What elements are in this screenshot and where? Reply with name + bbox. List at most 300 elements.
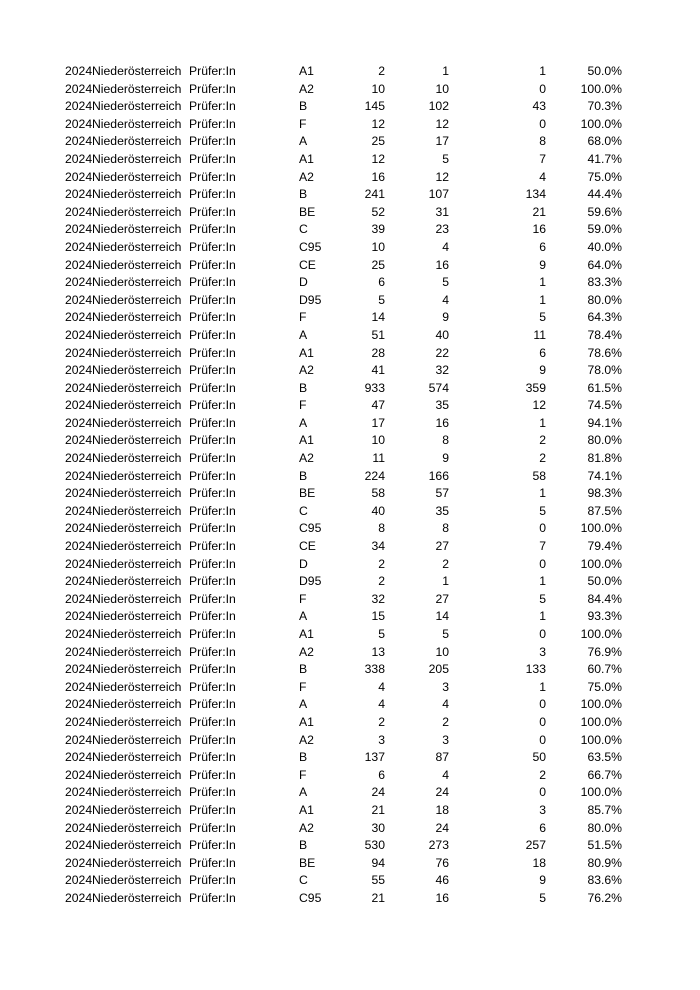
total-cell: 6 <box>378 275 385 290</box>
class-cell: B <box>299 468 308 483</box>
year-cell: 2024 <box>65 187 93 202</box>
year-cell: 2024 <box>65 486 93 501</box>
region-cell: Niederösterreich <box>92 310 182 325</box>
year-cell: 2024 <box>65 433 93 448</box>
passed-cell: 10 <box>435 644 449 659</box>
class-cell: D95 <box>299 574 322 589</box>
total-cell: 5 <box>378 292 385 307</box>
failed-cell: 133 <box>525 662 546 677</box>
failed-cell: 9 <box>539 363 546 378</box>
total-cell: 25 <box>371 134 385 149</box>
total-cell: 11 <box>372 451 385 466</box>
total-cell: 15 <box>371 609 385 624</box>
total-cell: 39 <box>371 222 385 237</box>
rate-cell: 100.0% <box>580 785 622 800</box>
passed-cell: 9 <box>442 310 449 325</box>
region-cell: Niederösterreich <box>92 855 182 870</box>
table-row <box>0 415 700 433</box>
total-cell: 47 <box>371 398 385 413</box>
failed-cell: 7 <box>539 539 546 554</box>
passed-cell: 27 <box>435 539 449 554</box>
passed-cell: 76 <box>435 855 449 870</box>
region-cell: Niederösterreich <box>92 714 182 729</box>
region-cell: Niederösterreich <box>92 662 182 677</box>
table-row <box>0 204 700 222</box>
class-cell: BE <box>299 855 316 870</box>
failed-cell: 0 <box>539 697 546 712</box>
table-row <box>0 556 700 574</box>
failed-cell: 1 <box>539 415 546 430</box>
passed-cell: 35 <box>435 398 449 413</box>
region-cell: Niederösterreich <box>92 415 182 430</box>
year-cell: 2024 <box>65 327 93 342</box>
table-row <box>0 890 700 908</box>
total-cell: 14 <box>371 310 385 325</box>
region-cell: Niederösterreich <box>92 750 182 765</box>
region-cell: Niederösterreich <box>92 468 182 483</box>
table-row <box>0 520 700 538</box>
passed-cell: 3 <box>442 679 449 694</box>
passed-cell: 18 <box>435 802 449 817</box>
total-cell: 10 <box>371 239 385 254</box>
passed-cell: 22 <box>435 345 449 360</box>
rate-cell: 44.4% <box>587 187 622 202</box>
failed-cell: 0 <box>539 556 546 571</box>
class-cell: A <box>299 609 308 624</box>
class-cell: A1 <box>299 64 314 78</box>
role-cell: Prüfer:In <box>189 732 236 747</box>
failed-cell: 1 <box>539 574 546 589</box>
rate-cell: 100.0% <box>580 732 622 747</box>
region-cell: Niederösterreich <box>92 380 182 395</box>
total-cell: 137 <box>364 750 385 765</box>
year-cell: 2024 <box>65 820 93 835</box>
class-cell: D <box>299 556 308 571</box>
year-cell: 2024 <box>65 697 93 712</box>
passed-cell: 107 <box>428 187 449 202</box>
class-cell: F <box>299 679 307 694</box>
total-cell: 2 <box>378 556 385 571</box>
role-cell: Prüfer:In <box>189 415 236 430</box>
region-cell: Niederösterreich <box>92 873 182 888</box>
table-row <box>0 274 700 292</box>
total-cell: 16 <box>371 169 385 184</box>
table-row <box>0 221 700 239</box>
region-cell: Niederösterreich <box>92 539 182 554</box>
class-cell: C <box>299 503 308 518</box>
total-cell: 12 <box>371 151 385 166</box>
year-cell: 2024 <box>65 239 93 254</box>
table-row <box>0 485 700 503</box>
total-cell: 21 <box>371 890 385 905</box>
rate-cell: 51.5% <box>587 838 622 853</box>
rate-cell: 64.0% <box>587 257 622 272</box>
rate-cell: 78.6% <box>587 345 622 360</box>
table-row <box>0 608 700 626</box>
region-cell: Niederösterreich <box>92 802 182 817</box>
failed-cell: 2 <box>539 451 546 466</box>
table-row <box>0 591 700 609</box>
role-cell: Prüfer:In <box>189 644 236 659</box>
region-cell: Niederösterreich <box>92 81 182 96</box>
table-row <box>0 714 700 732</box>
role-cell: Prüfer:In <box>189 451 236 466</box>
region-cell: Niederösterreich <box>92 222 182 237</box>
rate-cell: 80.9% <box>587 855 622 870</box>
role-cell: Prüfer:In <box>189 486 236 501</box>
total-cell: 21 <box>371 802 385 817</box>
class-cell: A1 <box>299 802 314 817</box>
role-cell: Prüfer:In <box>189 785 236 800</box>
failed-cell: 12 <box>532 398 546 413</box>
role-cell: Prüfer:In <box>189 292 236 307</box>
role-cell: Prüfer:In <box>189 468 236 483</box>
class-cell: D <box>299 275 308 290</box>
class-cell: BE <box>299 204 316 219</box>
table-row <box>0 661 700 679</box>
region-cell: Niederösterreich <box>92 398 182 413</box>
role-cell: Prüfer:In <box>189 574 236 589</box>
total-cell: 4 <box>378 679 385 694</box>
rate-cell: 75.0% <box>587 169 622 184</box>
role-cell: Prüfer:In <box>189 873 236 888</box>
region-cell: Niederösterreich <box>92 503 182 518</box>
table-row <box>0 820 700 838</box>
failed-cell: 0 <box>539 81 546 96</box>
total-cell: 224 <box>364 468 385 483</box>
table-row <box>0 292 700 310</box>
region-cell: Niederösterreich <box>92 64 182 78</box>
region-cell: Niederösterreich <box>92 239 182 254</box>
total-cell: 40 <box>371 503 385 518</box>
region-cell: Niederösterreich <box>92 574 182 589</box>
role-cell: Prüfer:In <box>189 363 236 378</box>
year-cell: 2024 <box>65 627 93 641</box>
rate-cell: 78.4% <box>587 327 622 342</box>
table-row <box>0 380 700 398</box>
passed-cell: 5 <box>442 275 449 290</box>
passed-cell: 27 <box>435 591 449 606</box>
passed-cell: 31 <box>435 204 449 219</box>
rate-cell: 75.0% <box>587 679 622 694</box>
rate-cell: 100.0% <box>580 714 622 729</box>
role-cell: Prüfer:In <box>189 697 236 712</box>
passed-cell: 16 <box>435 890 449 905</box>
passed-cell: 1 <box>442 64 449 78</box>
table-row <box>0 309 700 327</box>
role-cell: Prüfer:In <box>189 433 236 448</box>
year-cell: 2024 <box>65 714 93 729</box>
year-cell: 2024 <box>65 81 93 96</box>
year-cell: 2024 <box>65 151 93 166</box>
failed-cell: 1 <box>539 275 546 290</box>
passed-cell: 5 <box>442 627 449 641</box>
role-cell: Prüfer:In <box>189 116 236 131</box>
failed-cell: 6 <box>539 239 546 254</box>
failed-cell: 9 <box>539 257 546 272</box>
failed-cell: 3 <box>539 802 546 817</box>
role-cell: Prüfer:In <box>189 556 236 571</box>
rate-cell: 80.0% <box>587 292 622 307</box>
role-cell: Prüfer:In <box>189 398 236 413</box>
failed-cell: 5 <box>539 310 546 325</box>
region-cell: Niederösterreich <box>92 556 182 571</box>
failed-cell: 0 <box>539 627 546 641</box>
region-cell: Niederösterreich <box>92 169 182 184</box>
table-row <box>0 872 700 890</box>
role-cell: Prüfer:In <box>189 222 236 237</box>
class-cell: A2 <box>299 732 314 747</box>
class-cell: C95 <box>299 521 322 536</box>
year-cell: 2024 <box>65 398 93 413</box>
table-row <box>0 327 700 345</box>
role-cell: Prüfer:In <box>189 99 236 114</box>
data-table <box>0 63 700 908</box>
total-cell: 52 <box>371 204 385 219</box>
class-cell: A <box>299 327 308 342</box>
total-cell: 4 <box>378 697 385 712</box>
failed-cell: 8 <box>539 134 546 149</box>
rate-cell: 76.2% <box>587 890 622 905</box>
rate-cell: 83.3% <box>587 275 622 290</box>
failed-cell: 1 <box>539 486 546 501</box>
table-row <box>0 397 700 415</box>
failed-cell: 50 <box>532 750 546 765</box>
region-cell: Niederösterreich <box>92 767 182 782</box>
role-cell: Prüfer:In <box>189 627 236 641</box>
class-cell: B <box>299 380 308 395</box>
region-cell: Niederösterreich <box>92 627 182 641</box>
table-row <box>0 239 700 257</box>
passed-cell: 24 <box>435 785 449 800</box>
year-cell: 2024 <box>65 380 93 395</box>
role-cell: Prüfer:In <box>189 134 236 149</box>
year-cell: 2024 <box>65 662 93 677</box>
class-cell: CE <box>299 539 316 554</box>
failed-cell: 5 <box>539 890 546 905</box>
failed-cell: 0 <box>539 732 546 747</box>
role-cell: Prüfer:In <box>189 820 236 835</box>
failed-cell: 0 <box>539 714 546 729</box>
failed-cell: 3 <box>539 644 546 659</box>
total-cell: 530 <box>364 838 385 853</box>
class-cell: A2 <box>299 451 314 466</box>
table-row <box>0 749 700 767</box>
failed-cell: 1 <box>539 292 546 307</box>
region-cell: Niederösterreich <box>92 820 182 835</box>
year-cell: 2024 <box>65 732 93 747</box>
table-row <box>0 855 700 873</box>
total-cell: 933 <box>364 380 385 395</box>
rate-cell: 50.0% <box>587 64 622 78</box>
year-cell: 2024 <box>65 644 93 659</box>
class-cell: B <box>299 838 308 853</box>
year-cell: 2024 <box>65 468 93 483</box>
failed-cell: 1 <box>539 609 546 624</box>
year-cell: 2024 <box>65 785 93 800</box>
passed-cell: 17 <box>435 134 449 149</box>
table-row <box>0 151 700 169</box>
year-cell: 2024 <box>65 679 93 694</box>
class-cell: B <box>299 662 308 677</box>
table-row <box>0 432 700 450</box>
role-cell: Prüfer:In <box>189 662 236 677</box>
role-cell: Prüfer:In <box>189 714 236 729</box>
role-cell: Prüfer:In <box>189 345 236 360</box>
rate-cell: 80.0% <box>587 820 622 835</box>
rate-cell: 50.0% <box>587 574 622 589</box>
year-cell: 2024 <box>65 222 93 237</box>
total-cell: 2 <box>378 574 385 589</box>
role-cell: Prüfer:In <box>189 521 236 536</box>
failed-cell: 4 <box>539 169 546 184</box>
failed-cell: 2 <box>539 767 546 782</box>
failed-cell: 1 <box>539 64 546 78</box>
total-cell: 17 <box>371 415 385 430</box>
region-cell: Niederösterreich <box>92 99 182 114</box>
class-cell: A1 <box>299 345 314 360</box>
table-row <box>0 644 700 662</box>
total-cell: 145 <box>364 99 385 114</box>
rate-cell: 41.7% <box>587 151 622 166</box>
total-cell: 241 <box>364 187 385 202</box>
rate-cell: 83.6% <box>587 873 622 888</box>
total-cell: 58 <box>371 486 385 501</box>
rate-cell: 84.4% <box>587 591 622 606</box>
failed-cell: 5 <box>539 591 546 606</box>
year-cell: 2024 <box>65 134 93 149</box>
role-cell: Prüfer:In <box>189 204 236 219</box>
total-cell: 30 <box>371 820 385 835</box>
passed-cell: 102 <box>428 99 449 114</box>
failed-cell: 6 <box>539 345 546 360</box>
passed-cell: 87 <box>435 750 449 765</box>
passed-cell: 4 <box>442 239 449 254</box>
class-cell: C <box>299 873 308 888</box>
failed-cell: 58 <box>532 468 546 483</box>
failed-cell: 134 <box>525 187 546 202</box>
role-cell: Prüfer:In <box>189 838 236 853</box>
class-cell: C <box>299 222 308 237</box>
role-cell: Prüfer:In <box>189 327 236 342</box>
total-cell: 94 <box>371 855 385 870</box>
rate-cell: 100.0% <box>580 556 622 571</box>
class-cell: A2 <box>299 81 314 96</box>
table-row <box>0 679 700 697</box>
region-cell: Niederösterreich <box>92 697 182 712</box>
class-cell: F <box>299 767 307 782</box>
class-cell: A1 <box>299 714 314 729</box>
region-cell: Niederösterreich <box>92 116 182 131</box>
table-row <box>0 362 700 380</box>
region-cell: Niederösterreich <box>92 451 182 466</box>
year-cell: 2024 <box>65 204 93 219</box>
year-cell: 2024 <box>65 64 93 78</box>
rate-cell: 68.0% <box>587 134 622 149</box>
table-row <box>0 468 700 486</box>
rate-cell: 100.0% <box>580 116 622 131</box>
table-row <box>0 784 700 802</box>
class-cell: B <box>299 187 308 202</box>
passed-cell: 8 <box>442 521 449 536</box>
total-cell: 55 <box>371 873 385 888</box>
year-cell: 2024 <box>65 609 93 624</box>
total-cell: 2 <box>378 714 385 729</box>
rate-cell: 100.0% <box>580 697 622 712</box>
passed-cell: 40 <box>435 327 449 342</box>
role-cell: Prüfer:In <box>189 503 236 518</box>
year-cell: 2024 <box>65 415 93 430</box>
failed-cell: 0 <box>539 785 546 800</box>
class-cell: D95 <box>299 292 322 307</box>
rate-cell: 79.4% <box>587 539 622 554</box>
total-cell: 28 <box>371 345 385 360</box>
role-cell: Prüfer:In <box>189 539 236 554</box>
rate-cell: 74.1% <box>587 468 622 483</box>
total-cell: 2 <box>378 64 385 78</box>
year-cell: 2024 <box>65 451 93 466</box>
table-row <box>0 133 700 151</box>
region-cell: Niederösterreich <box>92 732 182 747</box>
rate-cell: 74.5% <box>587 398 622 413</box>
year-cell: 2024 <box>65 310 93 325</box>
year-cell: 2024 <box>65 873 93 888</box>
region-cell: Niederösterreich <box>92 345 182 360</box>
failed-cell: 18 <box>532 855 546 870</box>
role-cell: Prüfer:In <box>189 239 236 254</box>
region-cell: Niederösterreich <box>92 187 182 202</box>
table-row <box>0 450 700 468</box>
failed-cell: 43 <box>532 99 546 114</box>
role-cell: Prüfer:In <box>189 609 236 624</box>
passed-cell: 46 <box>435 873 449 888</box>
year-cell: 2024 <box>65 767 93 782</box>
role-cell: Prüfer:In <box>189 591 236 606</box>
passed-cell: 4 <box>442 292 449 307</box>
rate-cell: 94.1% <box>587 415 622 430</box>
year-cell: 2024 <box>65 591 93 606</box>
year-cell: 2024 <box>65 890 93 905</box>
passed-cell: 9 <box>442 451 449 466</box>
year-cell: 2024 <box>65 116 93 131</box>
role-cell: Prüfer:In <box>189 81 236 96</box>
failed-cell: 0 <box>539 521 546 536</box>
failed-cell: 9 <box>539 873 546 888</box>
year-cell: 2024 <box>65 539 93 554</box>
region-cell: Niederösterreich <box>92 292 182 307</box>
region-cell: Niederösterreich <box>92 433 182 448</box>
region-cell: Niederösterreich <box>92 521 182 536</box>
rate-cell: 85.7% <box>587 802 622 817</box>
year-cell: 2024 <box>65 802 93 817</box>
table-row <box>0 767 700 785</box>
rate-cell: 80.0% <box>587 433 622 448</box>
table-row <box>0 98 700 116</box>
failed-cell: 359 <box>525 380 546 395</box>
passed-cell: 4 <box>442 767 449 782</box>
region-cell: Niederösterreich <box>92 151 182 166</box>
table-row <box>0 257 700 275</box>
year-cell: 2024 <box>65 521 93 536</box>
failed-cell: 1 <box>539 679 546 694</box>
class-cell: A1 <box>299 627 314 641</box>
region-cell: Niederösterreich <box>92 890 182 905</box>
class-cell: F <box>299 398 307 413</box>
total-cell: 6 <box>378 767 385 782</box>
role-cell: Prüfer:In <box>189 275 236 290</box>
table-row <box>0 732 700 750</box>
region-cell: Niederösterreich <box>92 644 182 659</box>
